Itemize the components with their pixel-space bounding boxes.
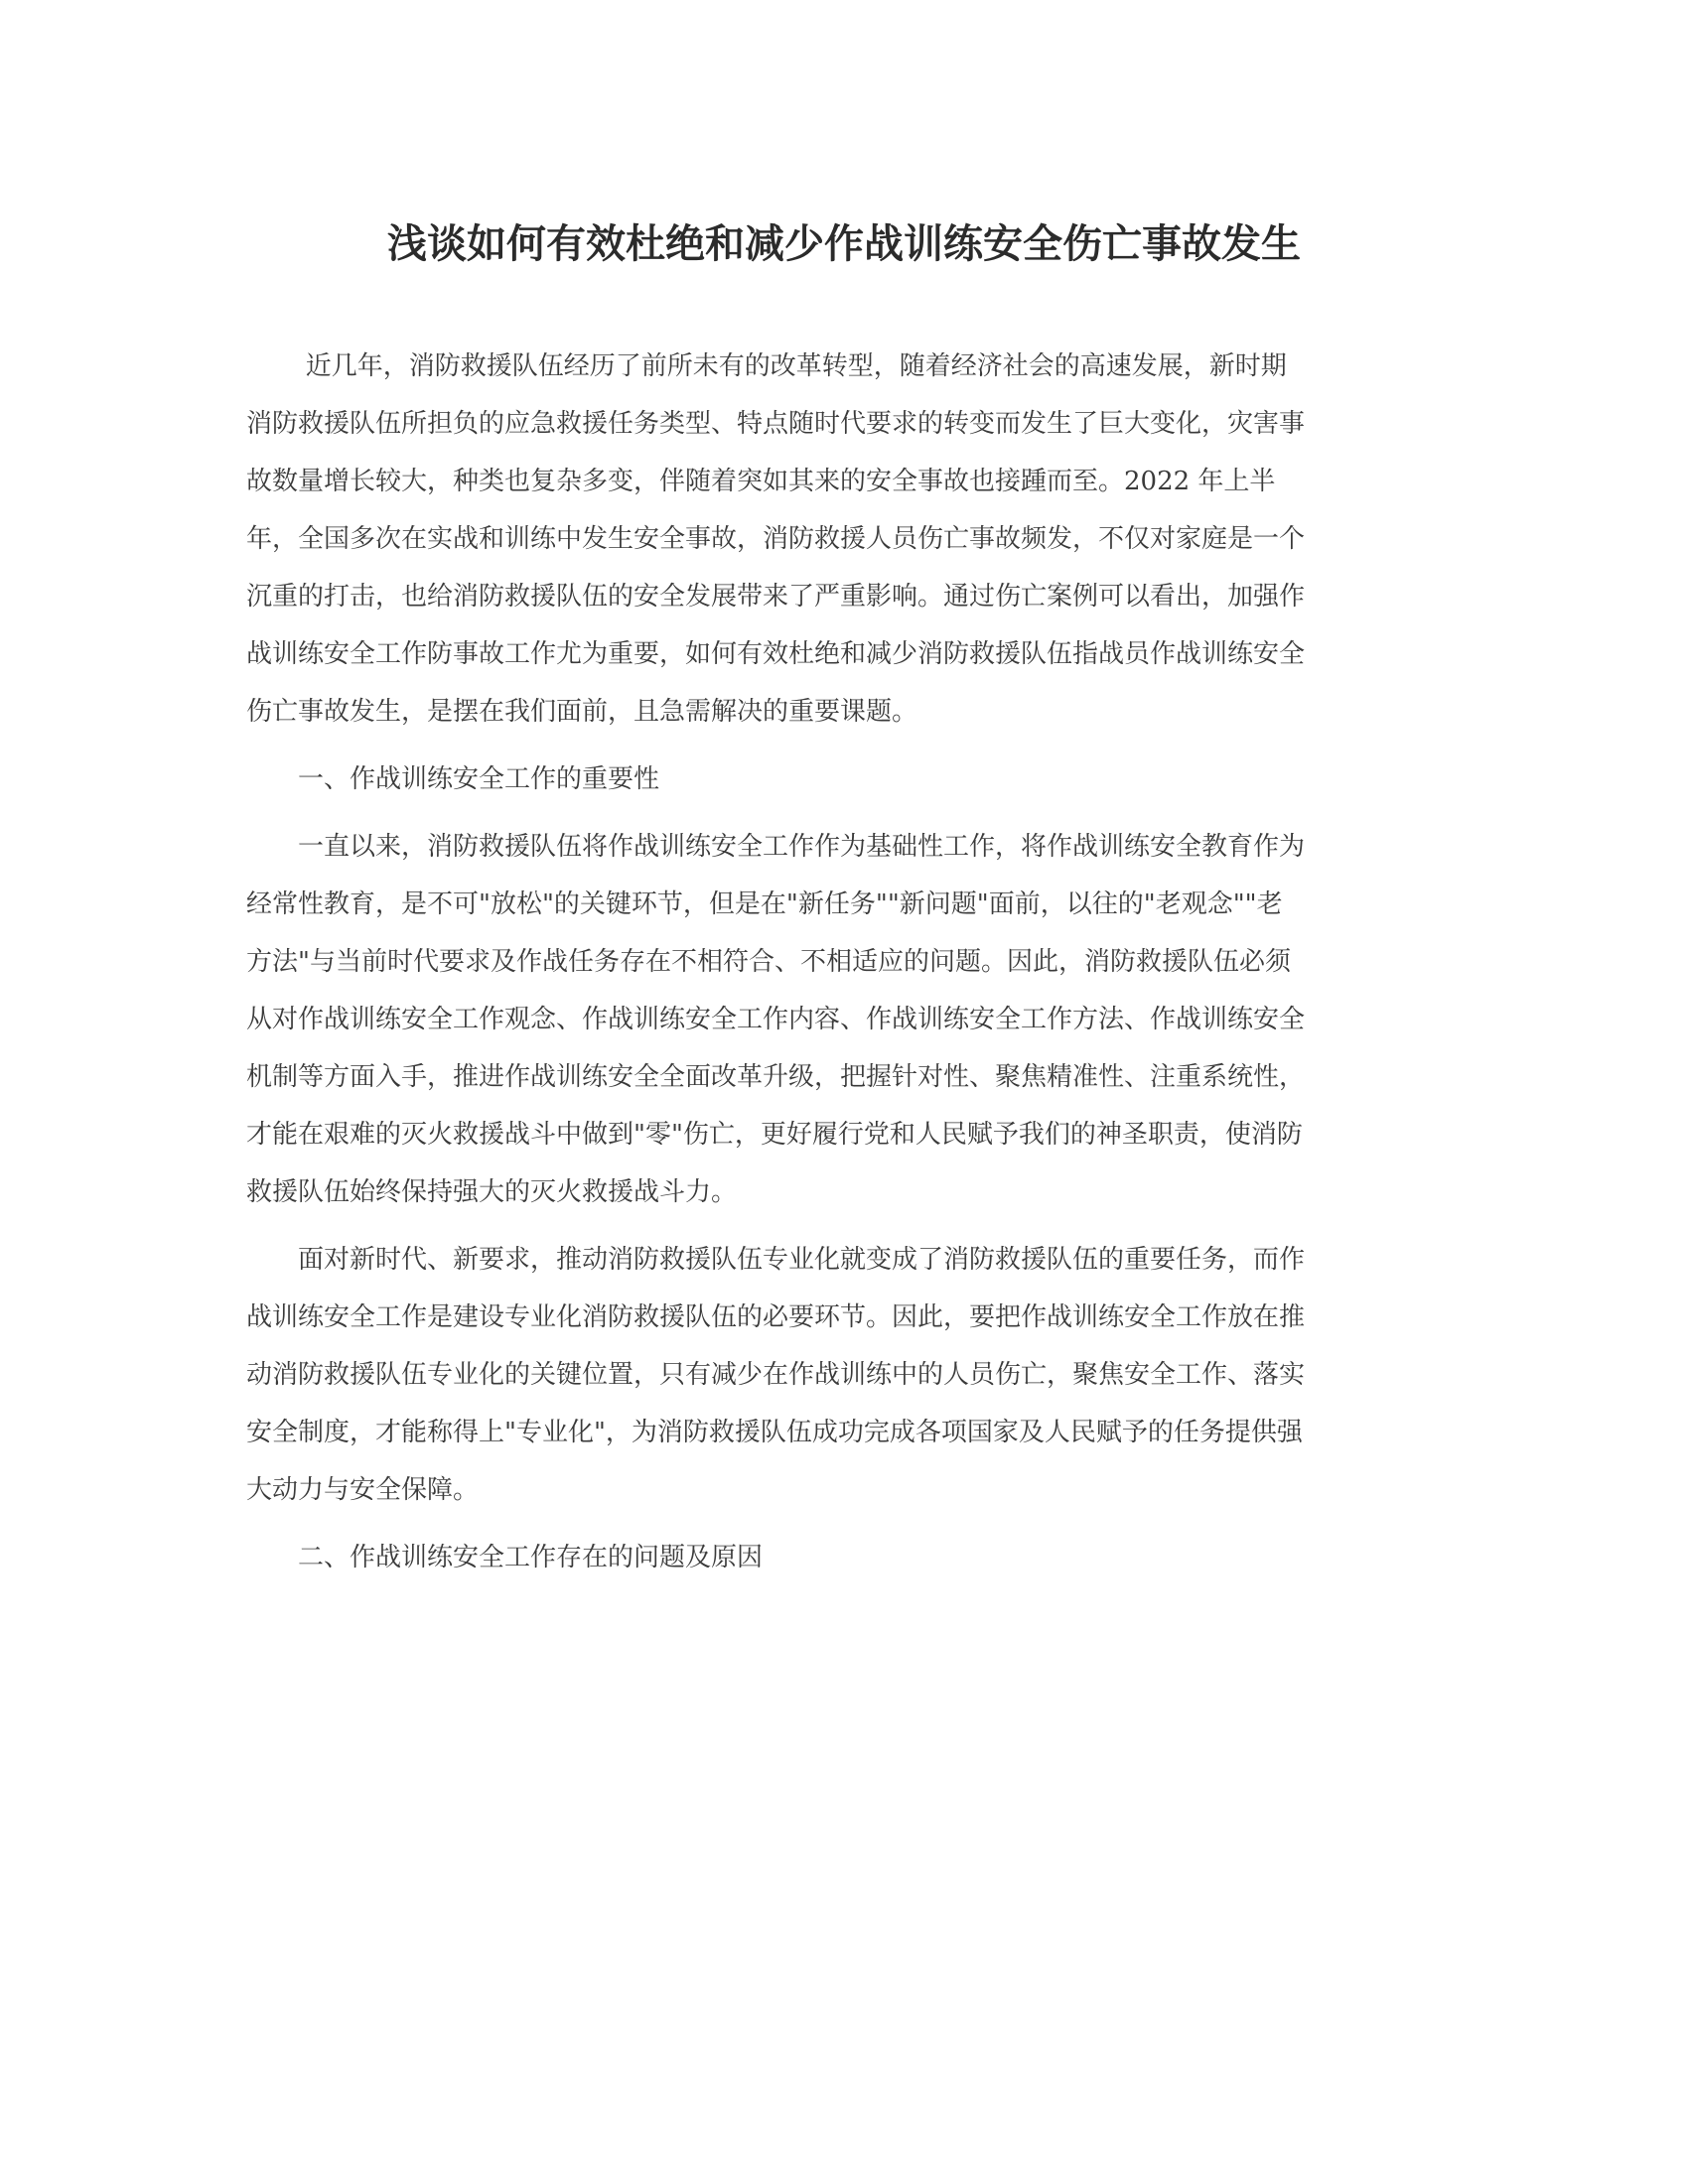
paragraph-line: 近几年，消防救援队伍经历了前所未有的改革转型，随着经济社会的高速发展，新时期 [305, 351, 1287, 381]
paragraph-line: 战训练安全工作防事故工作尤为重要，如何有效杜绝和减少消防救援队伍指战员作战训练安全 [246, 639, 1306, 669]
paragraph-line: 一直以来，消防救援队伍将作战训练安全工作作为基础性工作，将作战训练安全教育作为 [298, 832, 1306, 862]
paragraph-line: 大动力与安全保障。 [246, 1475, 480, 1505]
section-heading-2: 二、作战训练安全工作存在的问题及原因 [298, 1543, 764, 1572]
document-title: 浅谈如何有效杜绝和减少作战训练安全伤亡事故发生 [387, 221, 1301, 267]
paragraph-new-era [246, 1231, 1438, 1519]
paragraph-line: 方法"与当前时代要求及作战任务存在不相符合、不相适应的问题。因此，消防救援队伍必须 [246, 947, 1291, 977]
paragraph-line: 伤亡事故发生，是摆在我们面前，且急需解决的重要课题。 [246, 697, 918, 727]
paragraph-line: 年，全国多次在实战和训练中发生安全事故，消防救援人员伤亡事故频发，不仅对家庭是一个 [246, 524, 1306, 554]
paragraph-line: 沉重的打击，也给消防救援队伍的安全发展带来了严重影响。通过伤亡案例可以看出，加强作 [246, 582, 1306, 612]
section-heading-1: 一、作战训练安全工作的重要性 [298, 764, 660, 794]
paragraph-line: 经常性教育，是不可"放松"的关键环节，但是在"新任务""新问题"面前，以往的"老观念""老 [246, 889, 1283, 919]
paragraph-line: 消防救援队伍所担负的应急救援任务类型、特点随时代要求的转变而发生了巨大变化，灾害事 [246, 409, 1306, 439]
paragraph-line: 面对新时代、新要求，推动消防救援队伍专业化就变成了消防救援队伍的重要任务，而作 [298, 1245, 1306, 1275]
paragraph-line: 故数量增长较大，种类也复杂多变，伴随着突如其来的安全事故也接踵而至。2022 年上半 [246, 467, 1276, 496]
paragraph-line: 救援队伍始终保持强大的灭火救援战斗力。 [246, 1177, 738, 1207]
paragraph-line: 才能在艰难的灭火救援战斗中做到"零"伤亡，更好履行党和人民赋予我们的神圣职责，使消防 [246, 1120, 1303, 1150]
document-body [246, 338, 1438, 1586]
paragraph-line: 从对作战训练安全工作观念、作战训练安全工作内容、作战训练安全工作方法、作战训练安全 [246, 1005, 1306, 1034]
paragraph-line: 安全制度，才能称得上"专业化"，为消防救援队伍成功完成各项国家及人民赋予的任务提供强 [246, 1418, 1303, 1447]
paragraph-importance [246, 818, 1438, 1221]
paragraph-line: 动消防救援队伍专业化的关键位置，只有减少在作战训练中的人员伤亡，聚焦安全工作、落实 [246, 1360, 1306, 1390]
paragraph-line: 战训练安全工作是建设专业化消防救援队伍的必要环节。因此，要把作战训练安全工作放在推 [246, 1302, 1306, 1332]
paragraph-line: 机制等方面入手，推进作战训练安全全面改革升级，把握针对性、聚焦精准性、注重系统性， [246, 1062, 1306, 1092]
paragraph-intro [246, 338, 1438, 741]
